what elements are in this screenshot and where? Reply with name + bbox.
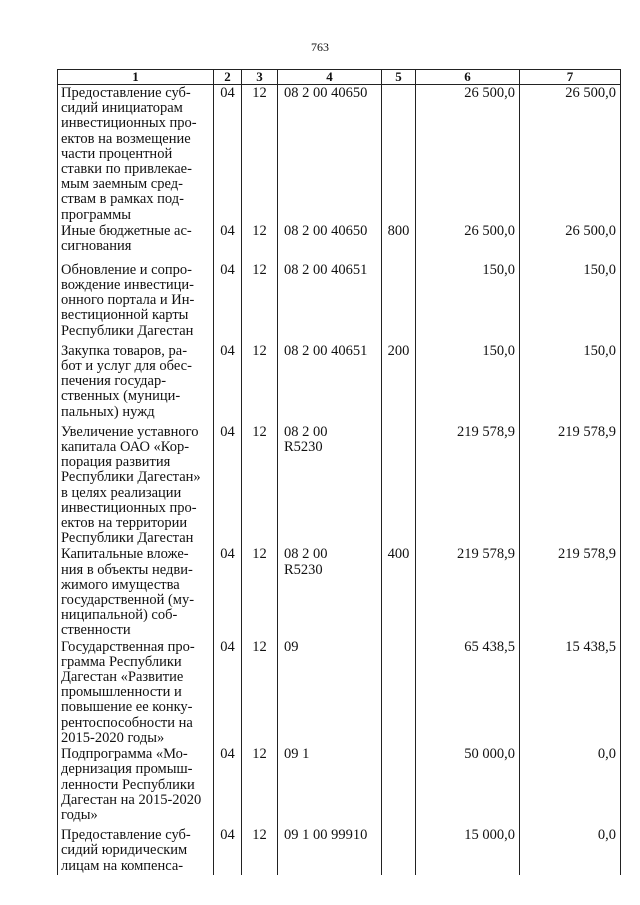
table-row bbox=[58, 546, 621, 638]
column-header-4: 4 bbox=[278, 70, 382, 85]
cell-target-code: 08 2 00 40650 bbox=[278, 223, 382, 262]
cell-amount-2: 26 500,0 bbox=[520, 85, 621, 223]
row-name: Предоставление суб- сидий инициаторам инвестиционных про- ектов на возмещение части процентной ставки по привлекае- мым заемным сред- ствам в рамках под- программы bbox=[58, 85, 214, 223]
cell-expense-type bbox=[382, 746, 416, 827]
table-row bbox=[58, 746, 621, 827]
cell-section: 04 bbox=[214, 223, 242, 262]
column-header-1: 1 bbox=[58, 70, 214, 85]
cell-subsection: 12 bbox=[242, 223, 278, 262]
column-header-5: 5 bbox=[382, 70, 416, 85]
cell-amount-1: 26 500,0 bbox=[416, 85, 520, 223]
table-row bbox=[58, 343, 621, 424]
row-name: Предоставление суб- сидий юридическим лицам на компенса- bbox=[58, 827, 214, 875]
cell-expense-type: 200 bbox=[382, 343, 416, 424]
cell-amount-1: 150,0 bbox=[416, 262, 520, 343]
cell-amount-2: 219 578,9 bbox=[520, 424, 621, 547]
budget-table bbox=[57, 69, 621, 875]
row-name: Капитальные вложе- ния в объекты недви- жимого имущества государственной (му- ниципальной) соб- ственности bbox=[58, 546, 214, 638]
cell-subsection: 12 bbox=[242, 746, 278, 827]
cell-section: 04 bbox=[214, 639, 242, 746]
cell-amount-1: 150,0 bbox=[416, 343, 520, 424]
cell-amount-1: 65 438,5 bbox=[416, 639, 520, 746]
page-number: 763 bbox=[311, 40, 329, 54]
cell-expense-type bbox=[382, 424, 416, 547]
table-body bbox=[58, 85, 621, 876]
cell-subsection: 12 bbox=[242, 546, 278, 638]
table-header-row bbox=[58, 70, 621, 85]
cell-amount-2: 15 438,5 bbox=[520, 639, 621, 746]
column-header-3: 3 bbox=[242, 70, 278, 85]
cell-subsection: 12 bbox=[242, 343, 278, 424]
cell-target-code: 08 2 00 40651 bbox=[278, 343, 382, 424]
cell-amount-2: 0,0 bbox=[520, 827, 621, 875]
row-name: Государственная про- грамма Республики Дагестан «Развитие промышленности и повышение ее конку- рентоспособности на 2015-2020 годы» bbox=[58, 639, 214, 746]
cell-section: 04 bbox=[214, 546, 242, 638]
column-header-7: 7 bbox=[520, 70, 621, 85]
cell-expense-type bbox=[382, 262, 416, 343]
table-row bbox=[58, 639, 621, 746]
cell-section: 04 bbox=[214, 262, 242, 343]
cell-expense-type: 400 bbox=[382, 546, 416, 638]
cell-amount-1: 15 000,0 bbox=[416, 827, 520, 875]
row-name: Обновление и сопро- вождение инвестици- онного портала и Ин- вестиционной карты Республики Дагестан bbox=[58, 262, 214, 343]
cell-amount-2: 150,0 bbox=[520, 262, 621, 343]
cell-subsection: 12 bbox=[242, 85, 278, 223]
row-name: Увеличение уставного капитала ОАО «Кор- порация развития Республики Дагестан» в целях реализации инвестиционных про- ектов на территории Республики Дагестан bbox=[58, 424, 214, 547]
column-header-2: 2 bbox=[214, 70, 242, 85]
cell-subsection: 12 bbox=[242, 827, 278, 875]
cell-amount-1: 50 000,0 bbox=[416, 746, 520, 827]
cell-section: 04 bbox=[214, 827, 242, 875]
row-name: Иные бюджетные ас- сигнования bbox=[58, 223, 214, 262]
column-header-6: 6 bbox=[416, 70, 520, 85]
table-row bbox=[58, 85, 621, 223]
cell-section: 04 bbox=[214, 424, 242, 547]
cell-amount-1: 26 500,0 bbox=[416, 223, 520, 262]
cell-section: 04 bbox=[214, 746, 242, 827]
cell-target-code: 09 1 bbox=[278, 746, 382, 827]
row-name: Закупка товаров, ра- бот и услуг для обес- печения государ- ственных (муници- пальных) нужд bbox=[58, 343, 214, 424]
cell-amount-2: 150,0 bbox=[520, 343, 621, 424]
cell-amount-2: 219 578,9 bbox=[520, 546, 621, 638]
cell-target-code: 08 2 00 R5230 bbox=[278, 424, 382, 547]
cell-section: 04 bbox=[214, 85, 242, 223]
cell-target-code: 09 bbox=[278, 639, 382, 746]
cell-amount-2: 26 500,0 bbox=[520, 223, 621, 262]
row-name: Подпрограмма «Мо- дернизация промыш- ленности Республики Дагестан на 2015-2020 годы» bbox=[58, 746, 214, 827]
cell-expense-type: 800 bbox=[382, 223, 416, 262]
table-row bbox=[58, 424, 621, 547]
cell-subsection: 12 bbox=[242, 639, 278, 746]
table-row bbox=[58, 262, 621, 343]
cell-amount-1: 219 578,9 bbox=[416, 546, 520, 638]
cell-subsection: 12 bbox=[242, 424, 278, 547]
table-row bbox=[58, 223, 621, 262]
table-row bbox=[58, 827, 621, 875]
cell-target-code: 08 2 00 R5230 bbox=[278, 546, 382, 638]
cell-section: 04 bbox=[214, 343, 242, 424]
cell-target-code: 08 2 00 40651 bbox=[278, 262, 382, 343]
cell-subsection: 12 bbox=[242, 262, 278, 343]
cell-expense-type bbox=[382, 827, 416, 875]
cell-expense-type bbox=[382, 639, 416, 746]
cell-amount-1: 219 578,9 bbox=[416, 424, 520, 547]
cell-target-code: 08 2 00 40650 bbox=[278, 85, 382, 223]
cell-expense-type bbox=[382, 85, 416, 223]
cell-target-code: 09 1 00 99910 bbox=[278, 827, 382, 875]
cell-amount-2: 0,0 bbox=[520, 746, 621, 827]
